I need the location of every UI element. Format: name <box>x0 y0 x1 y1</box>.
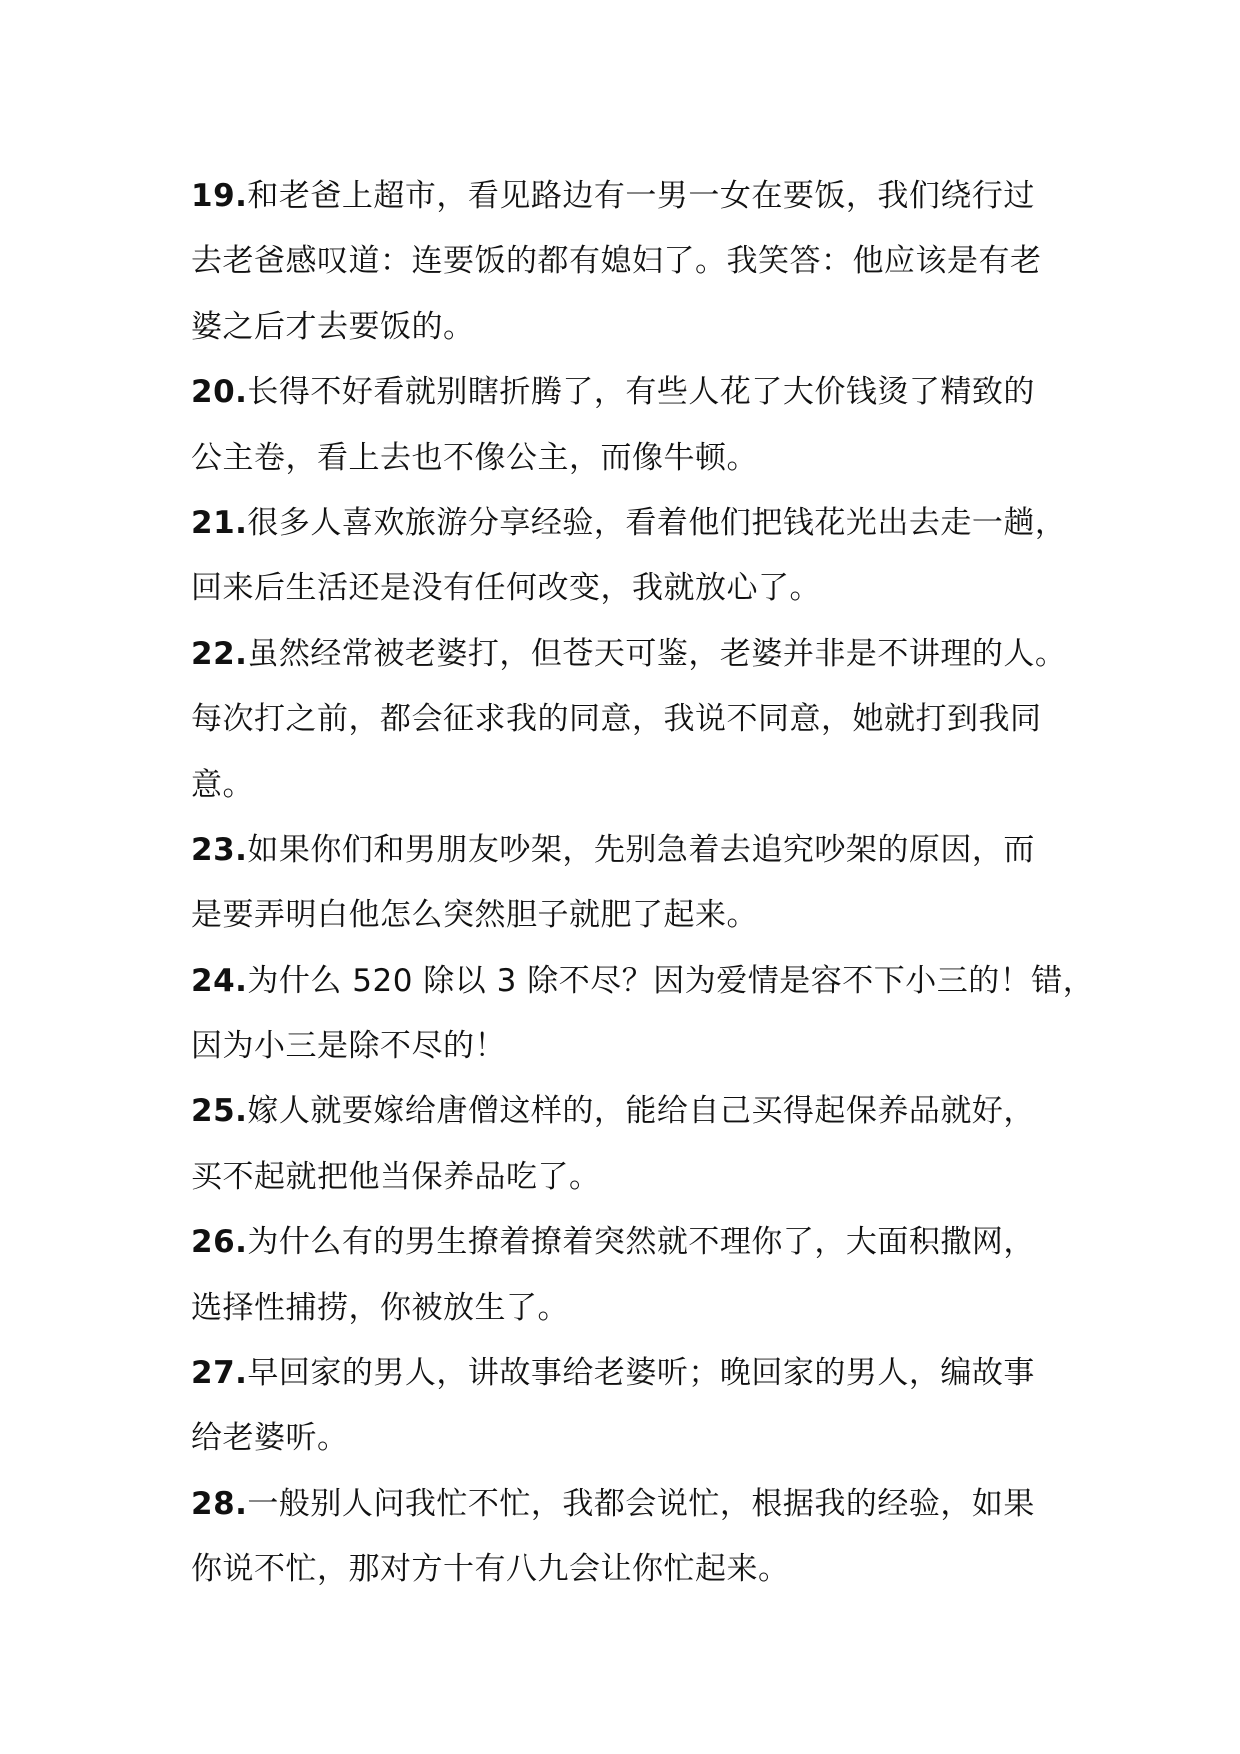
paragraph-line <box>191 949 1095 1014</box>
item-number: 27. <box>191 1355 248 1392</box>
paragraph-text: 嫁人就要嫁给唐僧这样的，能给自己买得起保养品就好， <box>247 1093 1035 1130</box>
paragraph-line: 选择性捕捞，你被放生了。 <box>191 1289 569 1326</box>
joke-item-20 <box>191 360 1091 491</box>
paragraph-line <box>191 1210 1091 1275</box>
paragraph-text: 为什么 520 除以 3 除不尽？因为爱情是容不下小三的！错， <box>247 962 1095 999</box>
item-number: 19. <box>191 178 248 214</box>
joke-item-28 <box>191 1472 1091 1603</box>
item-number: 26. <box>191 1224 248 1261</box>
joke-item-23 <box>191 818 1091 949</box>
joke-item-21 <box>191 491 1091 622</box>
item-number: 22. <box>191 635 248 672</box>
paragraph-line: 公主卷，看上去也不像公主，而像牛顿。 <box>191 439 758 476</box>
paragraph-line: 是要弄明白他怎么突然胆子就肥了起来。 <box>191 897 758 934</box>
item-number: 28. <box>191 1485 248 1522</box>
paragraph-text: 早回家的男人，讲故事给老婆听；晚回家的男人，编故事 <box>247 1355 1035 1392</box>
item-number: 24. <box>191 962 248 999</box>
paragraph-text: 很多人喜欢旅游分享经验，看着他们把钱花光出去走一趟， <box>247 504 1067 541</box>
paragraph-line: 你说不忙，那对方十有八九会让你忙起来。 <box>191 1551 790 1588</box>
paragraph-line <box>191 360 1091 425</box>
paragraph-text: 一般别人问我忙不忙，我都会说忙，根据我的经验，如果 <box>247 1485 1035 1522</box>
paragraph-line <box>191 818 1091 883</box>
paragraph-line <box>191 164 1091 229</box>
item-number: 25. <box>191 1093 248 1130</box>
paragraph-line <box>191 1472 1091 1537</box>
paragraph-line: 回来后生活还是没有任何改变，我就放心了。 <box>191 570 821 607</box>
joke-item-26 <box>191 1210 1091 1341</box>
paragraph-line: 意。 <box>191 766 254 803</box>
item-number: 20. <box>191 374 248 411</box>
item-number: 23. <box>191 831 248 868</box>
joke-item-19 <box>191 164 1091 360</box>
item-number: 21. <box>191 504 248 541</box>
paragraph-text: 如果你们和男朋友吵架，先别急着去追究吵架的原因，而 <box>247 831 1035 868</box>
joke-item-27 <box>191 1341 1091 1472</box>
paragraph-line: 因为小三是除不尽的！ <box>191 1028 506 1065</box>
paragraph-line: 给老婆听。 <box>191 1420 349 1457</box>
paragraph-text: 虽然经常被老婆打，但苍天可鉴，老婆并非是不讲理的人。 <box>247 635 1067 672</box>
paragraph-line <box>191 1079 1091 1144</box>
paragraph-line: 去老爸感叹道：连要饭的都有媳妇了。我笑答：他应该是有老 <box>191 243 1042 280</box>
joke-item-24 <box>191 949 1095 1080</box>
paragraph-line: 买不起就把他当保养品吃了。 <box>191 1158 601 1195</box>
paragraph-line <box>191 622 1091 687</box>
paragraph-line: 婆之后才去要饭的。 <box>191 308 475 345</box>
paragraph-text: 为什么有的男生撩着撩着突然就不理你了，大面积撒网， <box>247 1224 1035 1261</box>
paragraph-line <box>191 1341 1091 1406</box>
paragraph-text: 长得不好看就别瞎折腾了，有些人花了大价钱烫了精致的 <box>247 374 1035 411</box>
document-page <box>191 164 1095 1603</box>
joke-item-22 <box>191 622 1091 818</box>
paragraph-line: 每次打之前，都会征求我的同意，我说不同意，她就打到我同 <box>191 701 1042 738</box>
paragraph-line <box>191 491 1091 556</box>
joke-item-25 <box>191 1079 1091 1210</box>
paragraph-text: 和老爸上超市，看见路边有一男一女在要饭，我们绕行过 <box>247 178 1035 214</box>
